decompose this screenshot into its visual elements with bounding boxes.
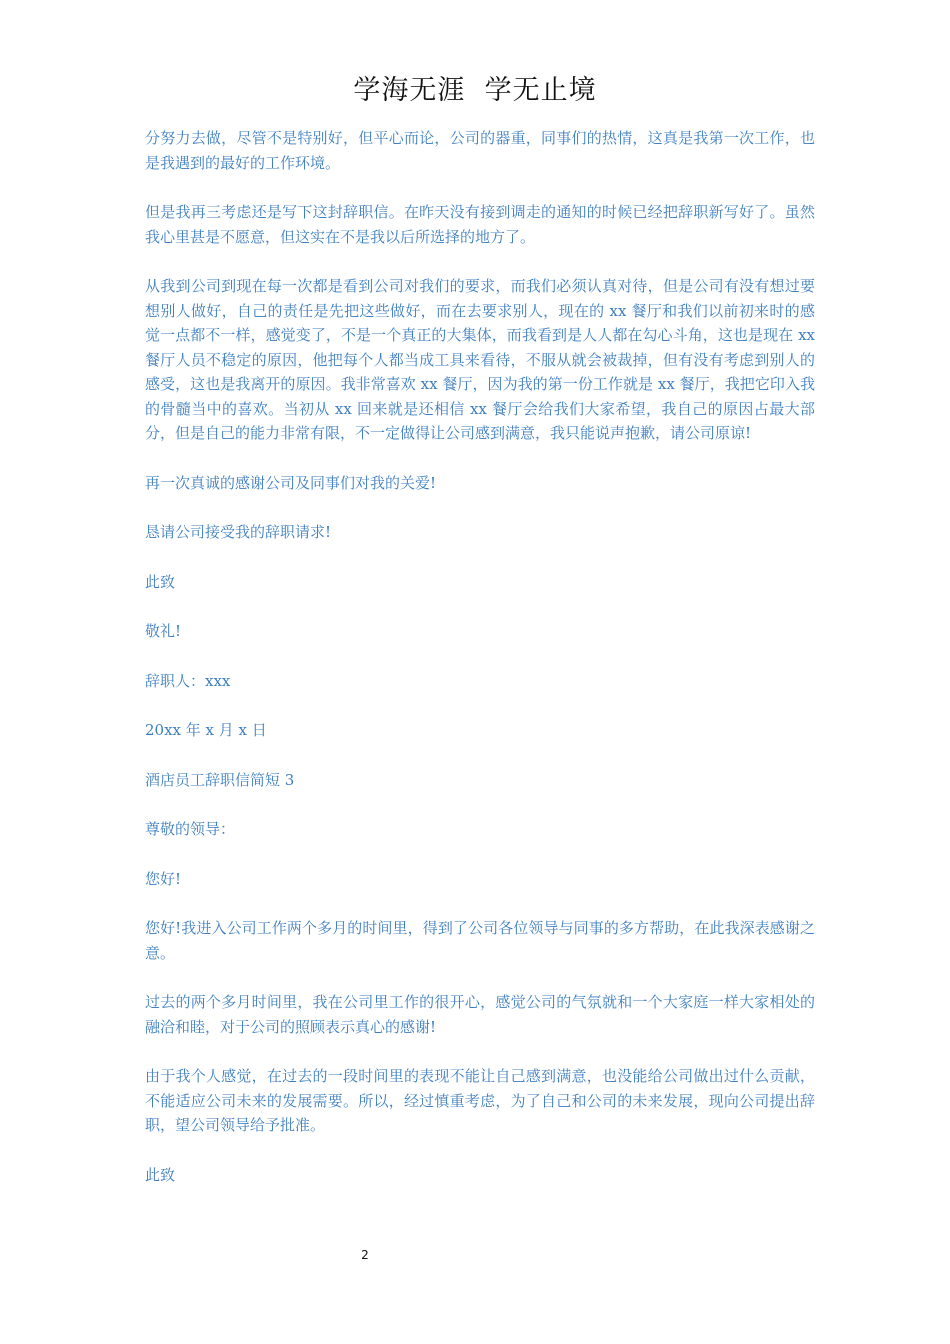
document-body: [145, 126, 815, 1212]
section-heading: 酒店员工辞职信简短 3: [145, 770, 295, 789]
greeting: 您好!: [145, 869, 182, 888]
paragraph: 再一次真诚的感谢公司及同事们对我的关爱!: [145, 473, 437, 492]
paragraph: 分努力去做，尽管不是特别好，但平心而论，公司的器重，同事们的热情，这真是我第一次工作，也是我遇到的最好的工作环境。: [145, 129, 815, 172]
paragraph: 从我到公司到现在每一次都是看到公司对我们的要求，而我们必须认真对待，但是公司有没有想过要想别人做好，自己的责任是先把这些做好，而在去要求别人，现在的 xx 餐厅和我们以前初来时的感觉一点都不一样，感觉变了，不是一个真正的大集体，而我看到是人人都在勾心斗角，这也是现在 xx 餐厅人员不稳定的原因，他把每个人都当成工具来看待，不服从就会被裁掉，但有没有考虑到别人的感受，这也是我离开的原因。我非常喜欢 xx 餐厅，因为我的第一份工作就是 xx 餐厅，我把它印入我的骨髓当中的喜欢。当初从 xx 回来就是还相信 xx 餐厅会给我们大家希望，我自己的原因占最大部分，但是自己的能力非常有限，不一定做得让公司感到满意，我只能说声抱歉，请公司原谅!: [145, 277, 815, 442]
paragraph: 恳请公司接受我的辞职请求!: [145, 523, 332, 541]
paragraph: 您好!我进入公司工作两个多月的时间里，得到了公司各位领导与同事的多方帮助，在此我深表感谢之意。: [145, 919, 815, 962]
paragraph: 由于我个人感觉，在过去的一段时间里的表现不能让自己感到满意，也没能给公司做出过什么贡献，不能适应公司未来的发展需要。所以，经过慎重考虑，为了自己和公司的未来发展，现向公司提出辞职，望公司领导给予批准。: [145, 1067, 815, 1134]
closing-regards: 敬礼!: [145, 622, 182, 640]
closing-salutation: 此致: [145, 1165, 176, 1184]
paragraph: 但是我再三考虑还是写下这封辞职信。在昨天没有接到调走的通知的时候已经把辞职新写好了。虽然我心里甚是不愿意，但这实在不是我以后所选择的地方了。: [145, 203, 815, 246]
date-line: 20xx 年 x 月 x 日: [145, 721, 267, 739]
closing-salutation: 此致: [145, 572, 176, 591]
greeting-addressee: 尊敬的领导：: [145, 820, 236, 838]
page-header-title: 学海无涯 学无止境: [353, 75, 597, 106]
page-number: 2: [361, 1248, 369, 1262]
paragraph: 过去的两个多月时间里，我在公司里工作的很开心，感觉公司的气氛就和一个大家庭一样大家相处的融洽和睦，对于公司的照顾表示真心的感谢!: [145, 993, 815, 1036]
signature-line: 辞职人：xxx: [145, 671, 231, 690]
